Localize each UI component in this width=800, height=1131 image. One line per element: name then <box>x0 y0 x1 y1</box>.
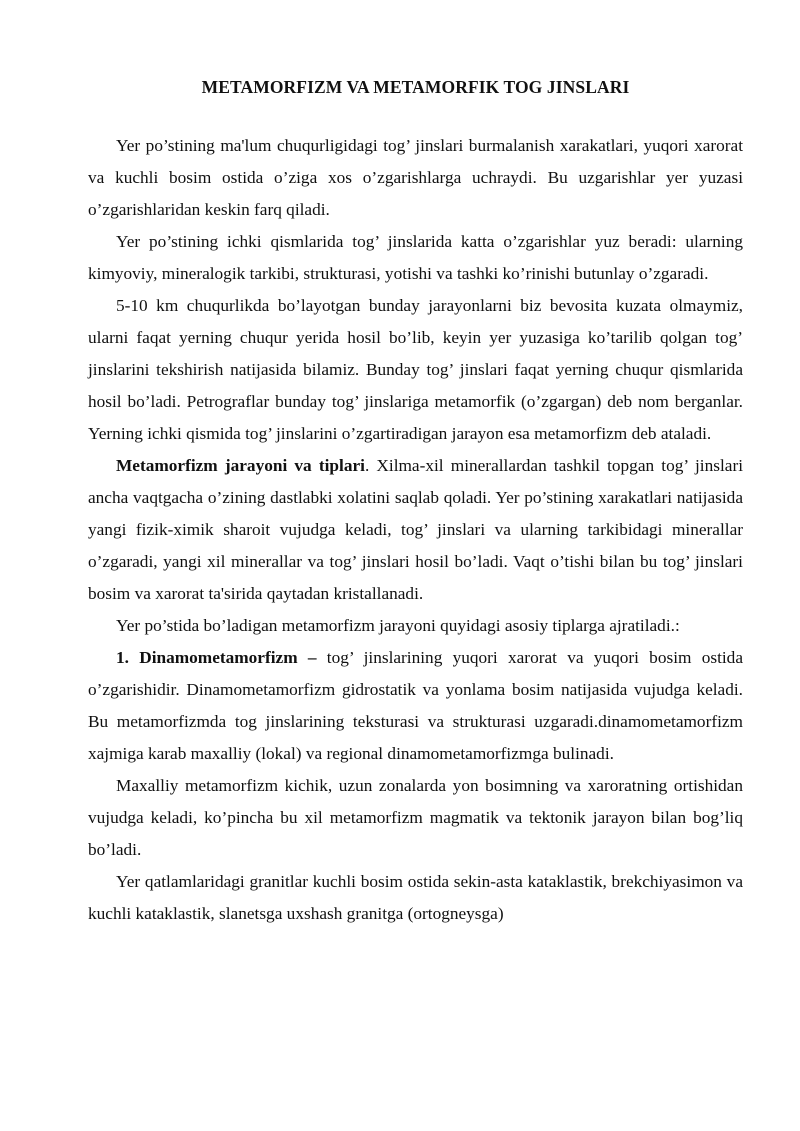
term-dinamometamorfizm: 1. Dinamometamorfizm – <box>116 648 317 667</box>
paragraph-6-text: tog’ jinslarining yuqori xarorat va yuqori bosim ostida o’zgarishidir. Dinamometamorfizm gidrostatik va yonlama bosim natijasida vujudga keladi. Bu metamorfizmda tog jinslarining teksturasi va strukturasi uzgaradi.dinamometamorfizm xajmiga karab maxalliy (lokal) va regional dinamometamorfizmga bulinadi. <box>88 648 743 763</box>
paragraph-1-text: Yer po’stining ma'lum chuqurligidagi tog’ jinslari burmalanish xarakatlari, yuqori xarorat va kuchli bosim ostida o’ziga xos o’zgarishlarga uchraydi. Bu uzgarishlar yer yuzasi o’zgarishlaridan keskin farq qiladi. <box>88 136 743 219</box>
paragraph-2 <box>88 226 743 290</box>
document-body <box>88 74 743 930</box>
paragraph-1 <box>88 130 743 226</box>
paragraph-7 <box>88 770 743 866</box>
paragraph-2-text: Yer po’stining ichki qismlarida tog’ jinslarida katta o’zgarishlar yuz beradi: ularning kimyoviy, mineralogik tarkibi, strukturasi, yotishi va tashki ko’rinishi butunlay o’zgaradi. <box>88 232 743 283</box>
paragraph-3 <box>88 290 743 450</box>
paragraph-5-text: Yer po’stida bo’ladigan metamorfizm jarayoni quyidagi asosiy tiplarga ajratiladi.: <box>116 616 680 635</box>
section-heading-metamorfizm-tiplari: Metamorfizm jarayoni va tiplari <box>116 456 365 475</box>
paragraph-4-text: . Xilma-xil minerallardan tashkil topgan tog’ jinslari ancha vaqtgacha o’zining dastlabki xolatini saqlab qoladi. Yer po’stining xarakatlari natijasida yangi fizik-ximik sharoit vujudga keladi, tog’ jinslari va ularning tarkibidagi minerallar o’zgaradi, yangi xil minerallar va tog’ jinslari hosil bo’ladi. Vaqt o’tishi bilan bu tog’ jinslari bosim va xarorat ta'sirida qaytadan kristallanadi. <box>88 456 743 603</box>
paragraph-6 <box>88 642 743 770</box>
paragraph-8 <box>88 866 743 930</box>
paragraph-7-text: Maxalliy metamorfizm kichik, uzun zonalarda yon bosimning va xaroratning ortishidan vujudga keladi, ko’pincha bu xil metamorfizm magmatik va tektonik jarayon bilan bog’liq bo’ladi. <box>88 776 743 859</box>
paragraph-3-text: 5-10 km chuqurlikda bo’layotgan bunday jarayonlarni biz bevosita kuzata olmaymiz, ularni faqat yerning chuqur yerida hosil bo’lib, keyin yer yuzasiga ko’tarilib qolgan tog’ jinslarini tekshirish natijasida bilamiz. Bunday tog’ jinslari faqat yerning chuqur qismlarida hosil bo’ladi. Petrograflar bunday tog’ jinslariga metamorfik (o’zgargan) deb nom berganlar. Yerning ichki qismida tog’ jinslarini o’zgartiradigan jarayon esa metamorfizm deb ataladi. <box>88 296 743 443</box>
paragraph-8-text: Yer qatlamlaridagi granitlar kuchli bosim ostida sekin-asta kataklastik, brekchiyasimon va kuchli kataklastik, slanetsga uxshash granitga (ortogneysga) <box>88 872 743 923</box>
paragraph-5 <box>88 610 743 642</box>
paragraph-4 <box>88 450 743 610</box>
document-title: METAMORFIZM VA METAMORFIK TOG JINSLARI <box>201 77 630 97</box>
